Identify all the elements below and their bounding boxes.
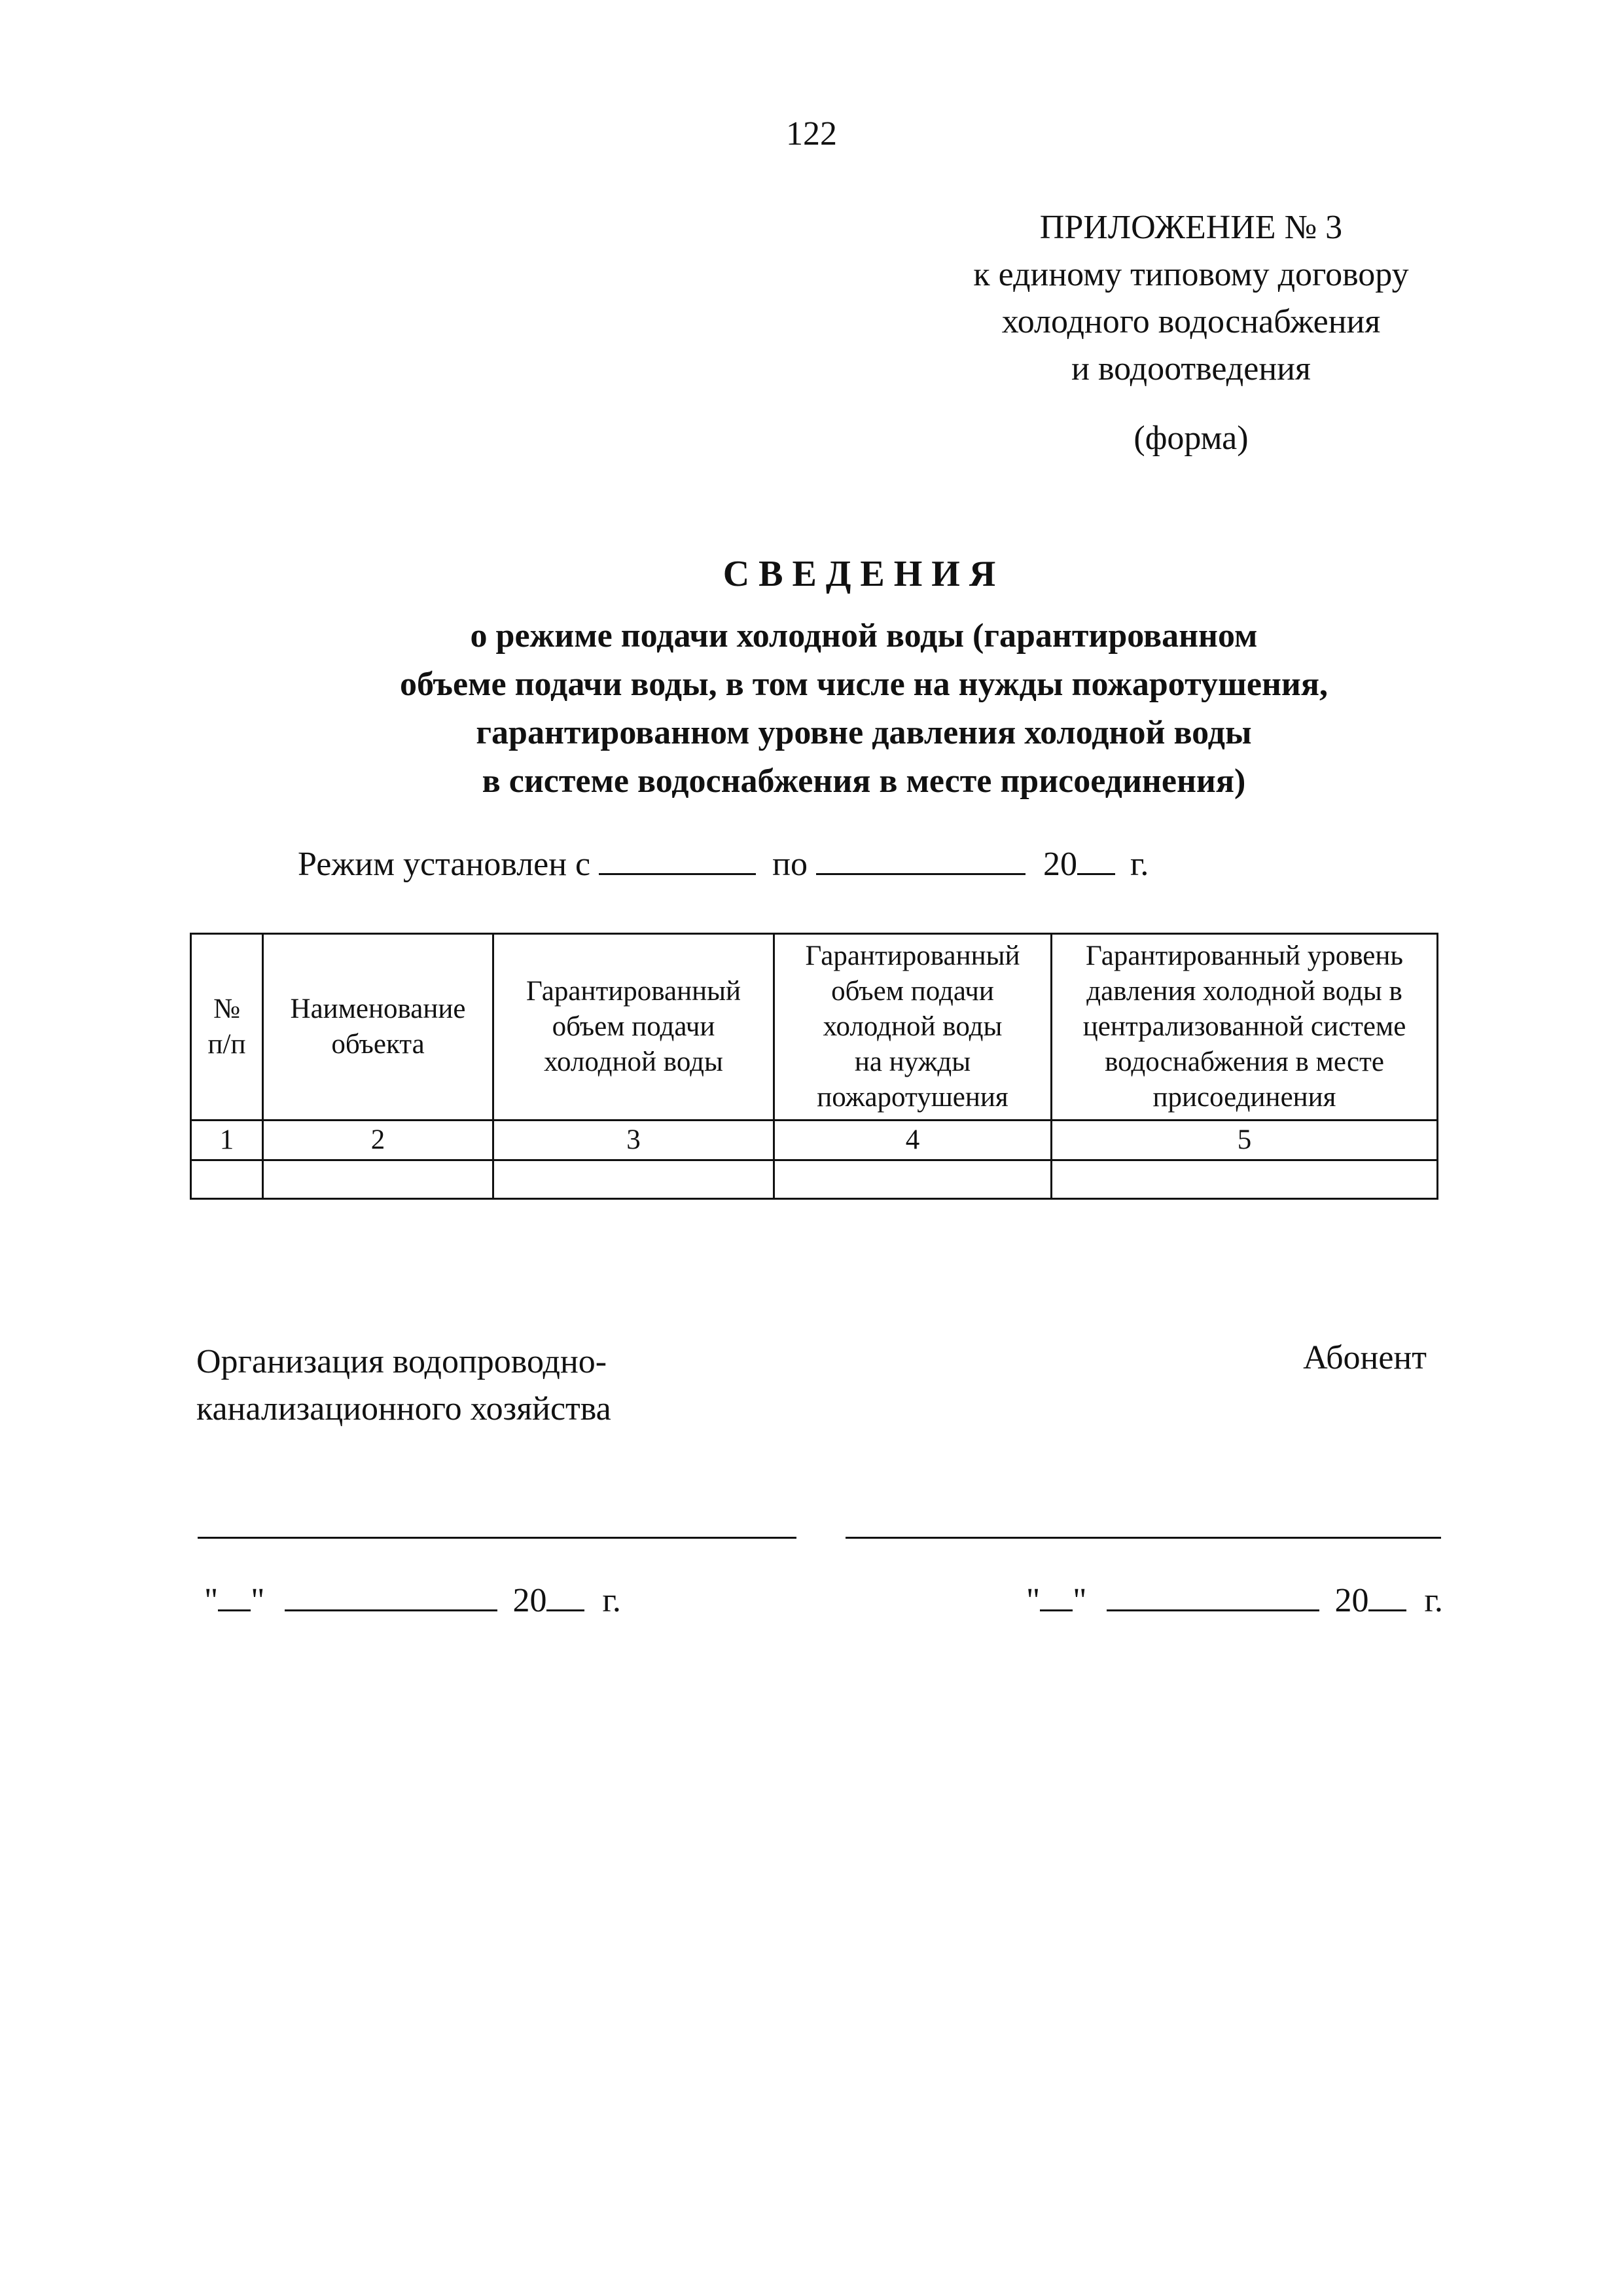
subtitle-line: в системе водоснабжения в месте присоединения) <box>482 762 1246 800</box>
empty-cell[interactable] <box>493 1160 774 1199</box>
date-quote: " <box>1073 1582 1087 1619</box>
period-line <box>298 844 1149 884</box>
subscriber-day-blank[interactable] <box>1040 1581 1073 1611</box>
form-note: (форма) <box>1133 420 1249 457</box>
organization-month-blank[interactable] <box>285 1581 497 1611</box>
column-number: 3 <box>493 1121 774 1160</box>
date-year-suffix: г. <box>1424 1582 1443 1619</box>
date-quote: " <box>204 1582 219 1619</box>
subscriber-month-blank[interactable] <box>1107 1581 1319 1611</box>
date-year-prefix: 20 <box>1334 1582 1369 1619</box>
organization-label-line: канализационного хозяйства <box>196 1390 611 1427</box>
organization-year-blank[interactable] <box>546 1581 584 1611</box>
empty-cell[interactable] <box>191 1160 263 1199</box>
column-number: 5 <box>1052 1121 1438 1160</box>
period-label: Режим установлен с <box>298 846 591 883</box>
subscriber-year-blank[interactable] <box>1368 1581 1406 1611</box>
period-year-prefix: 20 <box>1043 846 1077 883</box>
subtitle-line: гарантированном уровне давления холодной воды <box>476 714 1252 751</box>
organization-date-line <box>204 1581 621 1620</box>
organization-day-blank[interactable] <box>218 1581 251 1611</box>
table-header-row <box>191 934 1438 1121</box>
header-guaranteed-volume: Гарантированный объем подачи холодной воды <box>493 934 774 1121</box>
header-object-name: Наименование объекта <box>263 934 493 1121</box>
table-row <box>191 1160 1438 1199</box>
annex-line: к единому типовому договору <box>973 256 1409 293</box>
header-fire-volume: Гарантированный объем подачи холодной воды на нужды пожаротушения <box>774 934 1052 1121</box>
column-number: 4 <box>774 1121 1052 1160</box>
subtitle-line: объеме подачи воды, в том числе на нужды пожаротушения, <box>399 666 1329 703</box>
empty-cell[interactable] <box>263 1160 493 1199</box>
annex-line: и водоотведения <box>1071 350 1311 387</box>
period-year-suffix: г. <box>1130 846 1149 883</box>
date-quote: " <box>1026 1582 1041 1619</box>
date-year-prefix: 20 <box>512 1582 547 1619</box>
empty-cell[interactable] <box>1052 1160 1438 1199</box>
organization-signature-line[interactable] <box>198 1537 796 1539</box>
column-number-row <box>191 1121 1438 1160</box>
organization-label-line: Организация водопроводно- <box>196 1343 607 1380</box>
date-quote: " <box>251 1582 265 1619</box>
period-start-blank[interactable] <box>599 844 756 875</box>
header-pressure-level: Гарантированный уровень давления холодной воды в централизованной системе водоснабжения в месте присоединения <box>1052 934 1438 1121</box>
column-number: 2 <box>263 1121 493 1160</box>
signatory-organization <box>196 1338 611 1433</box>
regime-table <box>190 933 1438 1200</box>
subscriber-signature-line[interactable] <box>846 1537 1441 1539</box>
annex-heading <box>864 204 1518 393</box>
annex-line: холодного водоснабжения <box>1001 303 1381 340</box>
page-number: 122 <box>786 115 837 152</box>
date-year-suffix: г. <box>602 1582 621 1619</box>
period-end-blank[interactable] <box>816 844 1026 875</box>
annex-title: ПРИЛОЖЕНИЕ № 3 <box>1039 209 1343 246</box>
period-to-label: по <box>772 846 808 883</box>
subscriber-date-line <box>1026 1581 1443 1620</box>
header-number: № п/п <box>191 934 263 1121</box>
subtitle-line: о режиме подачи холодной воды (гарантированном <box>470 617 1258 655</box>
signatory-subscriber: Абонент <box>1303 1339 1427 1376</box>
empty-cell[interactable] <box>774 1160 1052 1199</box>
document-title: СВЕДЕНИЯ <box>722 554 1005 594</box>
document-subtitle <box>242 612 1486 806</box>
column-number: 1 <box>191 1121 263 1160</box>
period-year-blank[interactable] <box>1077 844 1115 875</box>
